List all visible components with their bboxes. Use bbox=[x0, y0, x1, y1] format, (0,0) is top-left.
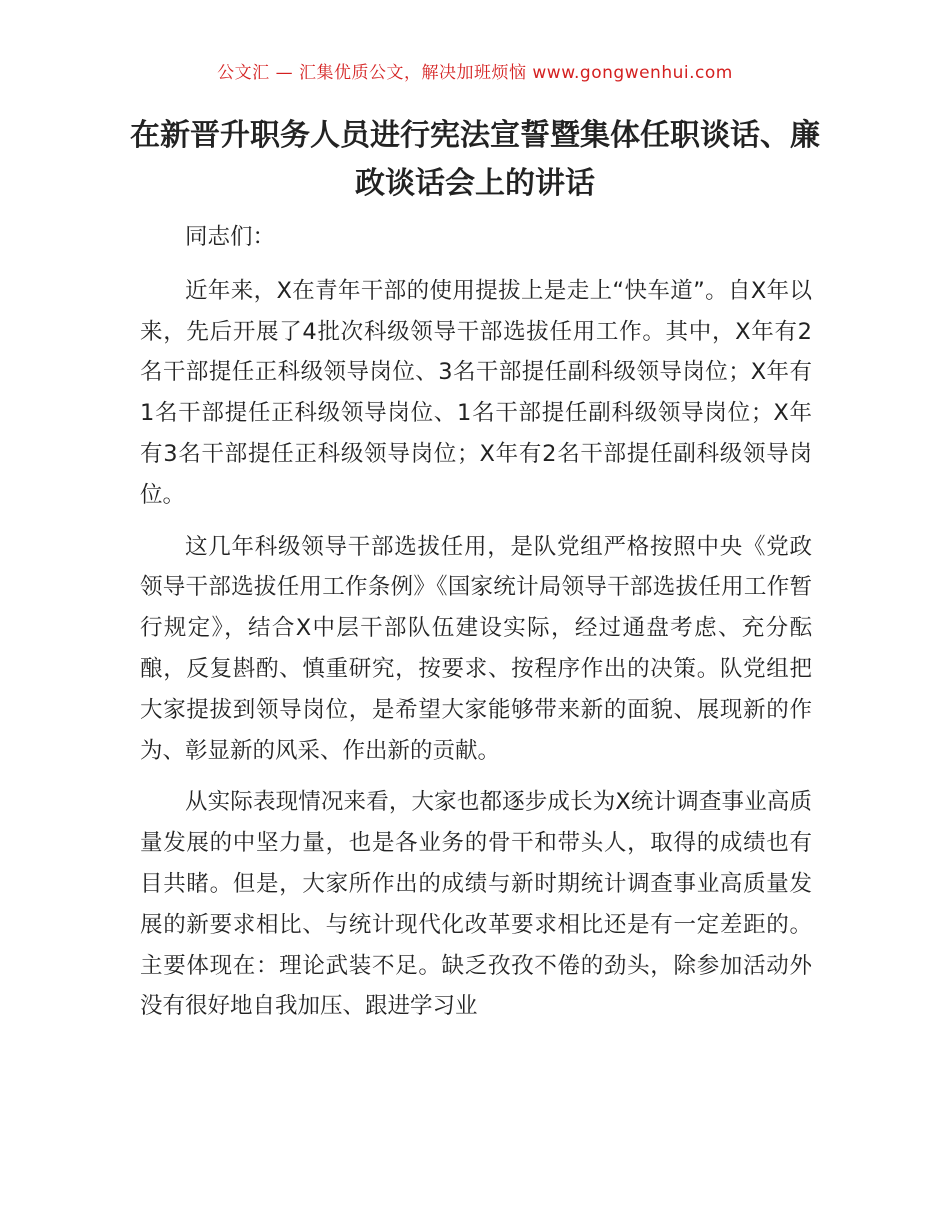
header-banner: 公文汇 — 汇集优质公文，解决加班烦恼 www.gongwenhui.com bbox=[217, 63, 733, 83]
salutation: 同志们： bbox=[185, 224, 276, 250]
document-title: 在新晋升职务人员进行宪法宣誓暨集体任职谈话、廉政谈话会上的讲话 bbox=[130, 118, 820, 201]
paragraph-1: 近年来，X在青年干部的使用提拔上是走上“快车道”。自X年以来，先后开展了4批次科级领导干部选拔任用工作。其中，X年有2名干部提任正科级领导岗位、3名干部提任副科级领导岗位；X年有1名干部提任正科级领导岗位、1名干部提任副科级领导岗位；X年有3名干部提任正科级领导岗位；X年有2名干部提任副科级领导岗位。 bbox=[140, 277, 812, 508]
document-body bbox=[140, 217, 812, 1038]
paragraph-3: 从实际表现情况来看，大家也都逐步成长为X统计调查事业高质量发展的中坚力量，也是各业务的骨干和带头人，取得的成绩也有目共睹。但是，大家所作出的成绩与新时期统计调查事业高质量发展的新要求相比、与统计现代化改革要求相比还是有一定差距的。主要体现在：理论武装不足。缺乏孜孜不倦的劲头，除参加活动外没有很好地自我加压、跟进学习业 bbox=[140, 789, 812, 1020]
paragraph-2: 这几年科级领导干部选拔任用，是队党组严格按照中央《党政领导干部选拔任用工作条例》《国家统计局领导干部选拔任用工作暂行规定》，结合X中层干部队伍建设实际，经过通盘考虑、充分酝酿，反复斟酌、慎重研究，按要求、按程序作出的决策。队党组把大家提拔到领导岗位，是希望大家能够带来新的面貌、展现新的作为、彰显新的风采、作出新的贡献。 bbox=[140, 533, 812, 764]
